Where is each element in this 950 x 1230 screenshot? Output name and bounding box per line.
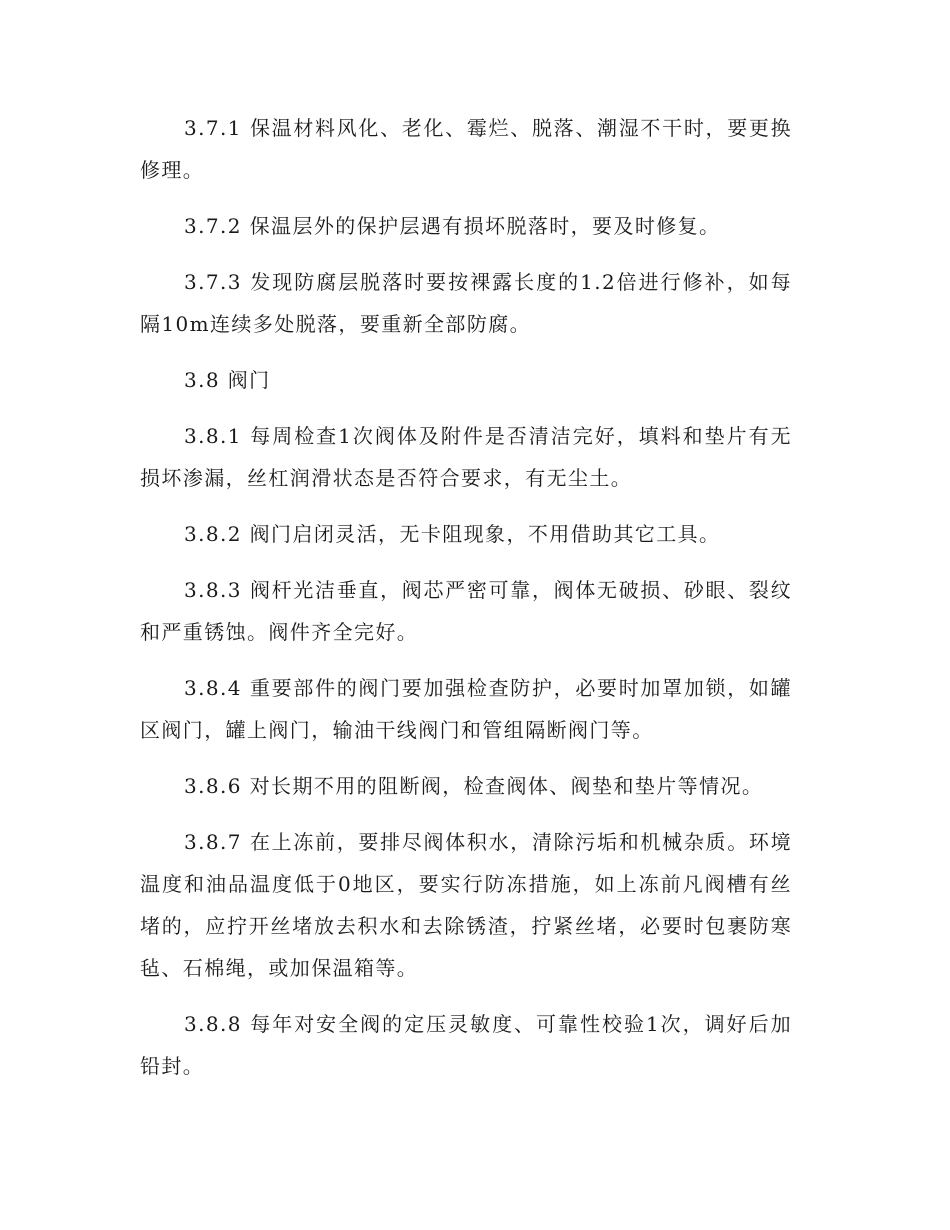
document-body (140, 107, 792, 1101)
paragraph-3-8-7: 3.8.7 在上冻前，要排尽阀体积水，清除污垢和机械杂质。环境温度和油品温度低于0地区，要实行防冻措施，如上冻前凡阀槽有丝堵的，应拧开丝堵放去积水和去除锈渣，拧紧丝堵，必要时包裹防寒毡、石棉绳，或加保温箱等。 (140, 830, 792, 980)
paragraph-3-8-4: 3.8.4 重要部件的阀门要加强检查防护，必要时加罩加锁，如罐区阀门，罐上阀门，输油干线阀门和管组隔断阀门等。 (140, 676, 792, 742)
section-heading-3-8: 3.8 阀门 (184, 368, 271, 392)
paragraph-3-7-1: 3.7.1 保温材料风化、老化、霉烂、脱落、潮湿不干时，要更换修理。 (140, 116, 792, 182)
paragraph-3-8-3: 3.8.3 阀杆光洁垂直，阀芯严密可靠，阀体无破损、砂眼、裂纹和严重锈蚀。阀件齐全完好。 (140, 578, 792, 644)
paragraph-3-8-2: 3.8.2 阀门启闭灵活，无卡阻现象，不用借助其它工具。 (184, 522, 721, 546)
paragraph-3-7-2: 3.7.2 保温层外的保护层遇有损坏脱落时，要及时修复。 (184, 214, 721, 238)
paragraph-3-7-3: 3.7.3 发现防腐层脱落时要按裸露长度的1.2倍进行修补，如每隔10m连续多处脱落，要重新全部防腐。 (140, 270, 792, 336)
paragraph-3-8-8: 3.8.8 每年对安全阀的定压灵敏度、可靠性校验1次，调好后加铅封。 (140, 1012, 792, 1078)
paragraph-3-8-6: 3.8.6 对长期不用的阻断阀，检查阀体、阀垫和垫片等情况。 (184, 774, 764, 798)
paragraph-3-8-1: 3.8.1 每周检查1次阀体及附件是否清洁完好，填料和垫片有无损坏渗漏，丝杠润滑状态是否符合要求，有无尘土。 (140, 424, 792, 490)
